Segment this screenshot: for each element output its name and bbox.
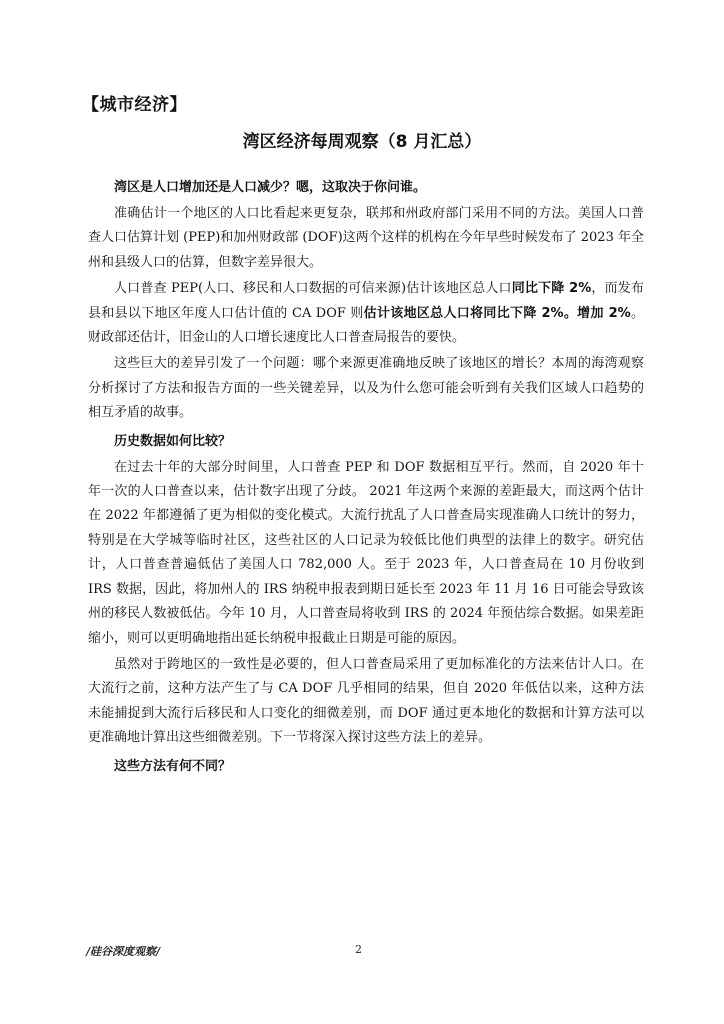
document-body: [88, 172, 644, 781]
paragraph-2-highlight-1: 同比下降 2%: [511, 281, 592, 297]
paragraph-2-text-e: 。财政部还估计，旧金山的人口增长速度比人口普查局报告的要快。: [88, 305, 644, 346]
paragraph-3: 这些巨大的差异引发了一个问题：哪个来源更准确地反映了该地区的增长？本周的海湾观察分析探讨了方法和报告方面的一些关键差异，以及为什么您可能会听到有关我们区域人口趋势的相互矛盾的故事。: [88, 356, 644, 421]
paragraph-2-text-a: 人口普查 PEP(人口、移民和人口数据的可信来源)估计该地区总人口: [114, 281, 512, 297]
intro-heading: 湾区是人口增加还是人口减少？嗯，这取决于你问谁。: [114, 180, 427, 195]
paragraph-1: 准确估计一个地区的人口比看起来更复杂，联邦和州政府部门采用不同的方法。美国人口普查人口估算计划 (PEP)和加州财政部 (DOF)这两个这样的机构在今年早些时候发布了 2023 年全州和县级人口的估算，但数字差异很大。: [88, 206, 644, 270]
page-number: 2: [355, 943, 362, 956]
paragraph-4: 在过去十年的大部分时间里，人口普查 PEP 和 DOF 数据相互平行。然而，自 2020 年十年一次的人口普查以来，估计数字出现了分歧。 2021 年这两个来源的差距最大，而这两个估计在 2022 年都遵循了更为相似的变化模式。大流行扰乱了人口普查局实现准确人口统计的努力，特别是在大学城等临时社区，这些社区的人口记录为较低比他们典型的法律上的数字。研究估计，人口普查普遍低估了美国人口 782,000 人。至于 2023 年，人口普查局在 10 月份收到 IRS 数据，因此，将加州人的 IRS 纳税申报表到期日延长至 2023 年 11 月 16 日可能会导致该州的移民人数被低估。今年 10 月，人口普查局将收到 IRS 的 2024 年预估综合数据。如果差距缩小，则可以更明确地指出延长纳税申报截止日期是可能的原因。: [88, 459, 644, 646]
paragraph-5: 虽然对于跨地区的一致性是必要的，但人口普查局采用了更加标准化的方法来估计人口。在大流行之前，这种方法产生了与 CA DOF 几乎相同的结果，但自 2020 年低估以来，这种方法未能捕捉到大流行后移民和人口变化的细微差别，而 DOF 通过更本地化的数据和计算方法可以更准确地计算出这些细微差别。下一节将深入探讨这些方法上的差异。: [88, 656, 644, 746]
paragraph-2-text-c: ，而发布县和县以下地区年度人口估计值的 CA DOF 则: [88, 281, 644, 321]
footer-source: /硅谷深度观察/: [86, 945, 161, 958]
paragraph-2-highlight-2: 估计该地区总人口将同比下降 2%。增加 2%: [363, 305, 631, 321]
section-heading-methods: 这些方法有何不同？: [114, 758, 232, 774]
section-tag: 【城市经济】: [82, 95, 187, 115]
paragraph-2: [88, 277, 644, 350]
document-title: 湾区经济每周观察（8 月汇总）: [242, 132, 482, 152]
section-heading-history: 历史数据如何比较？: [114, 433, 232, 449]
